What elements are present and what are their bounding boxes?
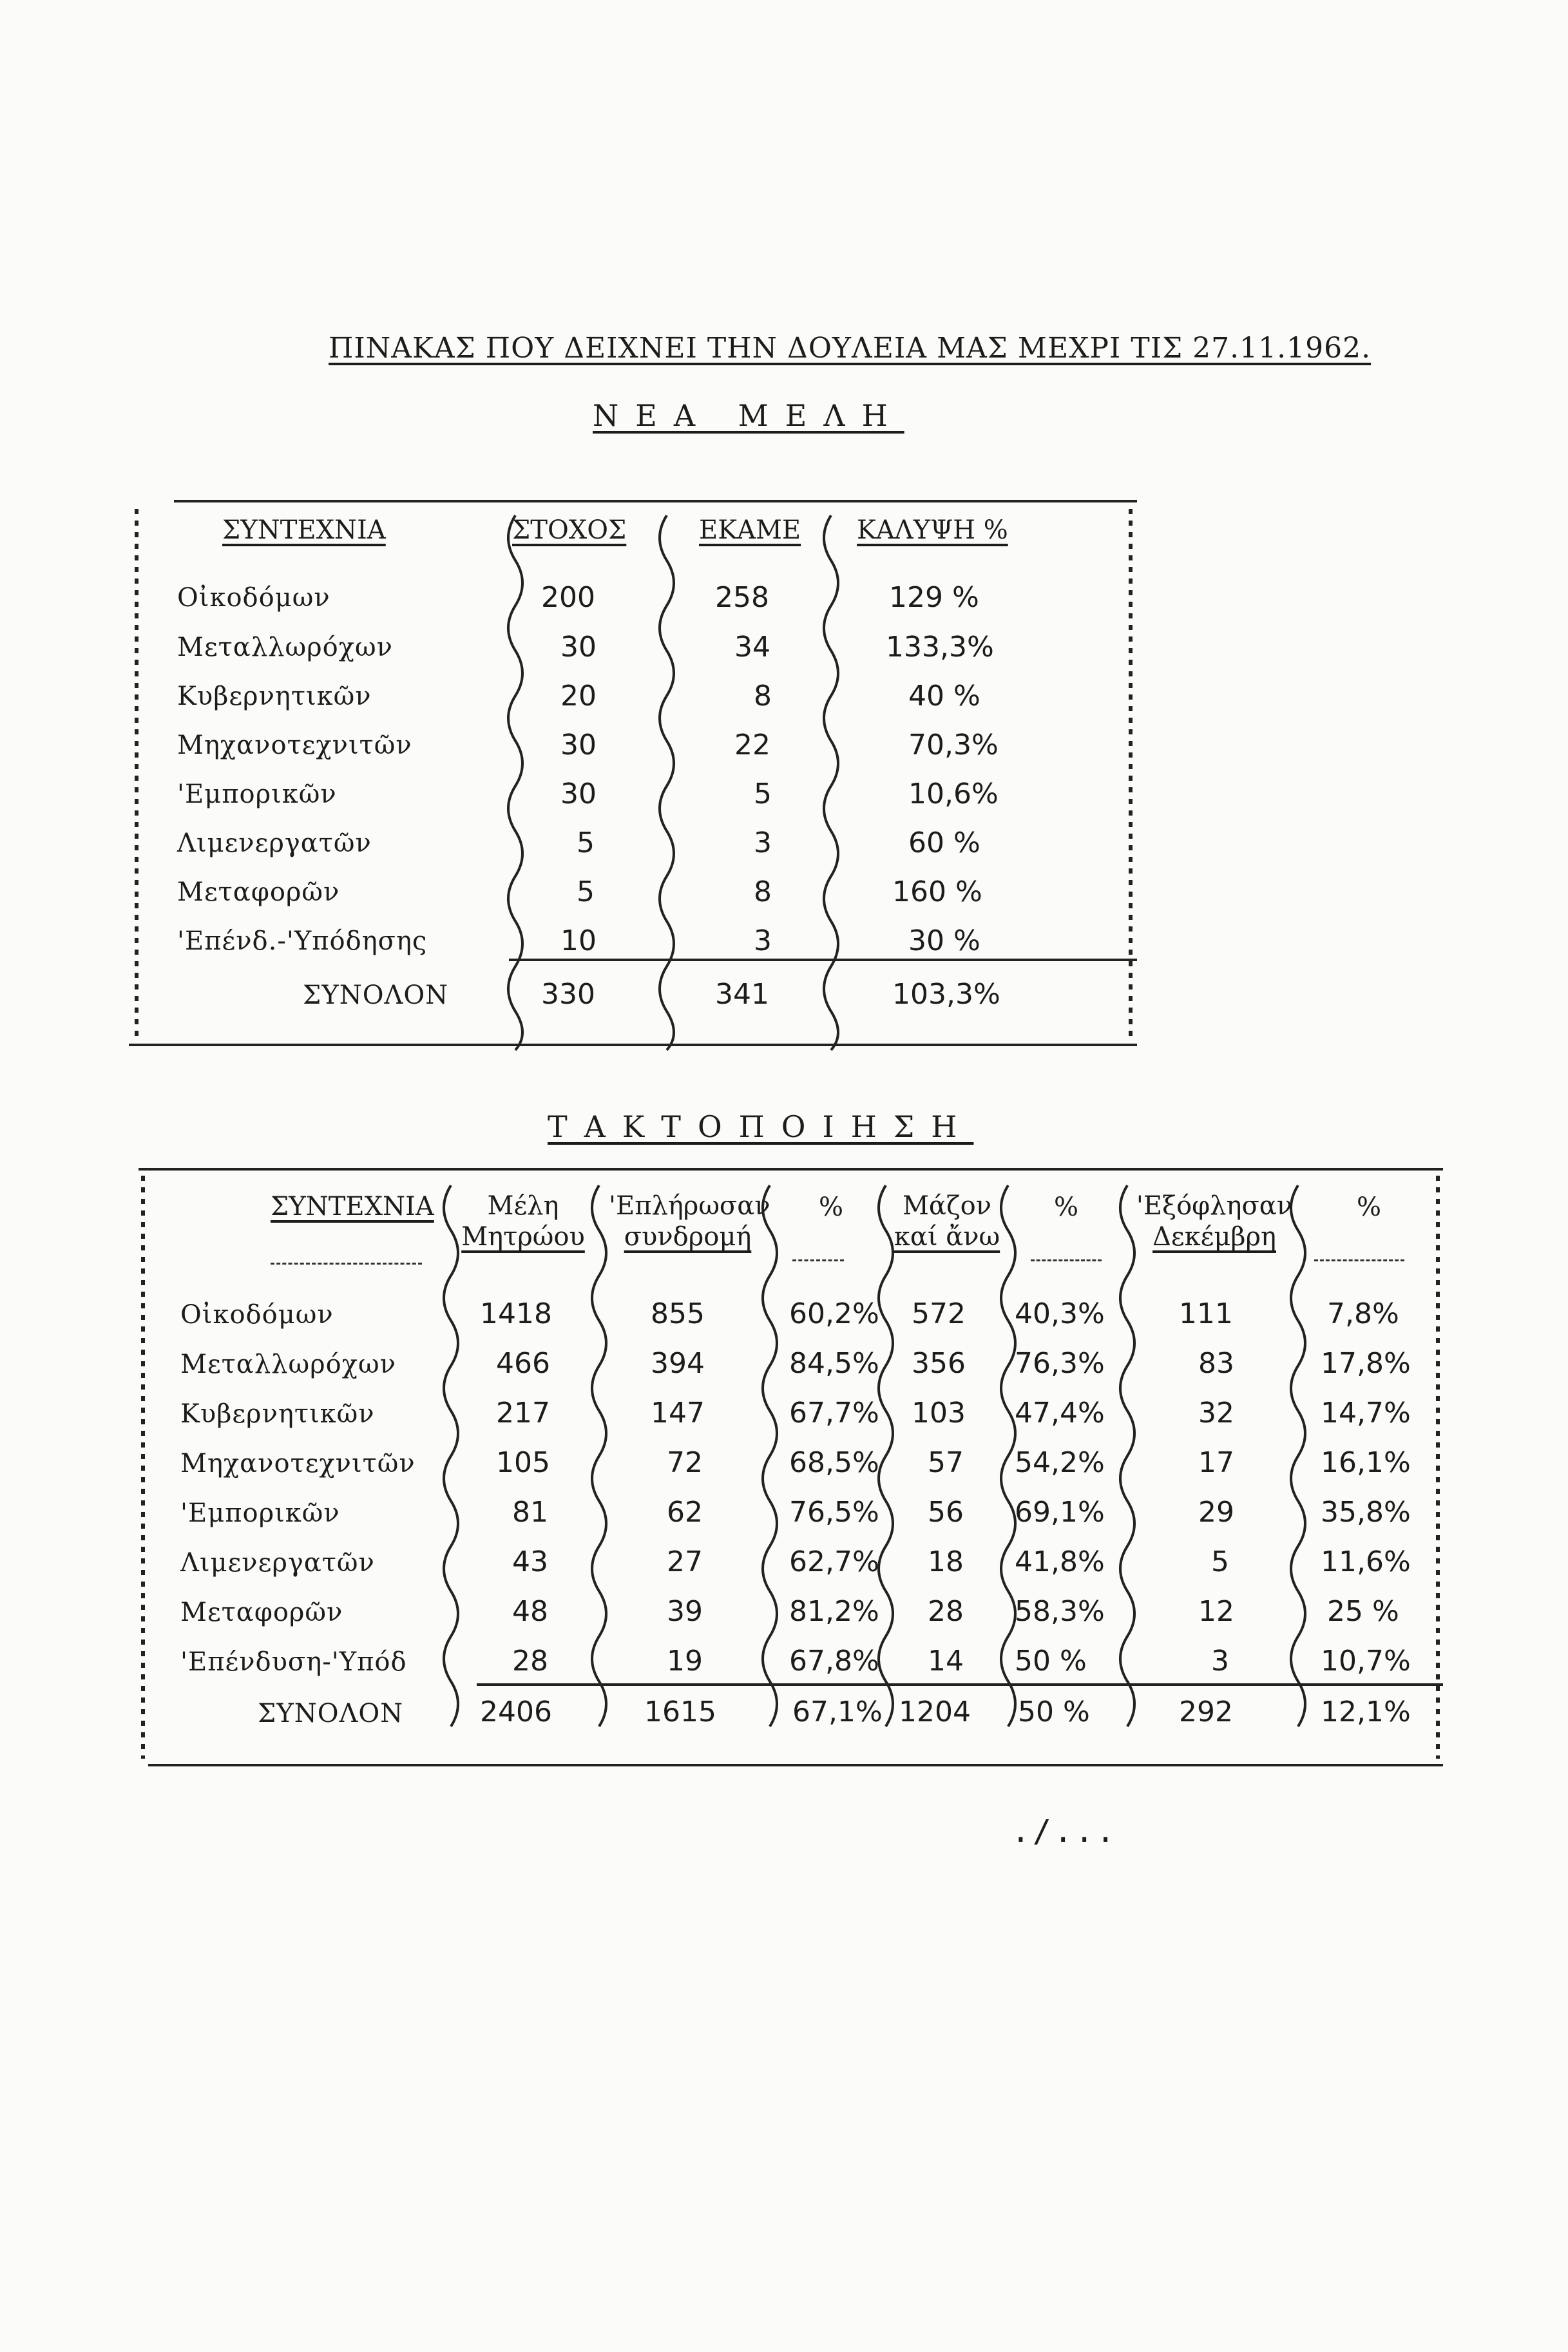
- row-name: Κυβερνητικῶν: [177, 682, 372, 711]
- row-name: 'Εμπορικῶν: [177, 779, 337, 809]
- row-name: Λιμενεργατῶν: [177, 828, 372, 858]
- row-epliroso: 39: [667, 1595, 703, 1628]
- row-pct3: 11,6%: [1321, 1545, 1411, 1578]
- row-name: Μηχανοτεχνιτῶν: [177, 731, 412, 760]
- header-pct3: %: [1356, 1192, 1381, 1222]
- row-ekame: 22: [734, 729, 770, 761]
- row-pct1: 76,5%: [789, 1496, 879, 1529]
- row-epliroso: 27: [667, 1545, 703, 1578]
- header-exofl-line1: 'Εξόφλησαν: [1136, 1191, 1293, 1221]
- header-sintexnia: ΣΥΝΤΕΧΝΙΑ: [271, 1192, 434, 1221]
- row-epliroso: 147: [651, 1397, 705, 1429]
- row-pct3: 7,8%: [1327, 1297, 1399, 1330]
- row-pct2: 58,3%: [1015, 1595, 1105, 1628]
- row-stoxos: 10: [560, 924, 597, 957]
- row-meli: 48: [512, 1595, 548, 1628]
- row-stoxos: 200: [541, 581, 595, 614]
- row-pct3: 14,7%: [1321, 1397, 1411, 1429]
- header-epliroso: [609, 1190, 770, 1252]
- row-name: 'Επένδ.-'Υπόδησης: [177, 926, 428, 956]
- header-mazon: [889, 1190, 1005, 1252]
- row-pct3: 10,7%: [1321, 1645, 1411, 1678]
- page-title: ΠΙΝΑΚΑΣ ΠΟΥ ΔΕΙΧΝΕΙ ΤΗΝ ΔΟΥΛΕΙΑ ΜΑΣ ΜΕΧΡΙ ΤΙΣ 27.11.1962.: [329, 332, 1372, 365]
- row-exofl: 17: [1198, 1446, 1234, 1479]
- row-kalypsi: 133,3%: [886, 631, 994, 664]
- row-meli: 43: [512, 1545, 548, 1578]
- row-ekame: 3: [754, 924, 772, 957]
- total-mazon: 1204: [899, 1696, 971, 1728]
- header-pct2: %: [1053, 1192, 1078, 1222]
- row-exofl: 12: [1198, 1595, 1234, 1628]
- row-exofl: 3: [1211, 1645, 1229, 1678]
- row-meli: 81: [512, 1496, 548, 1529]
- header-meli: [459, 1190, 588, 1252]
- header-underline: [1031, 1259, 1102, 1261]
- row-pct2: 47,4%: [1015, 1397, 1105, 1429]
- row-name: 'Επένδυση-'Υπόδ: [180, 1647, 407, 1677]
- row-pct2: 69,1%: [1015, 1496, 1105, 1529]
- row-name: Μεταλλωρόχων: [177, 633, 393, 662]
- row-kalypsi: 60 %: [908, 827, 980, 859]
- continuation-mark: ./...: [1011, 1813, 1118, 1850]
- row-epliroso: 19: [667, 1645, 703, 1678]
- row-exofl: 29: [1198, 1496, 1234, 1529]
- header-sintexnia: ΣΥΝΤΕΧΝΙΑ: [222, 515, 386, 545]
- row-epliroso: 394: [651, 1347, 705, 1380]
- row-epliroso: 72: [667, 1446, 703, 1479]
- header-exofl-line2: Δεκέμβρη: [1152, 1222, 1276, 1252]
- total-name: ΣΥΝΟΛΟΝ: [258, 1699, 404, 1728]
- row-name: Κυβερνητικῶν: [180, 1399, 375, 1429]
- row-stoxos: 30: [560, 778, 597, 810]
- row-name: Μεταφορῶν: [180, 1598, 343, 1627]
- row-kalypsi: 40 %: [908, 680, 980, 712]
- total-name: ΣΥΝΟΛΟΝ: [303, 980, 449, 1010]
- header-mazon-line2: καί ἄνω: [894, 1222, 1000, 1252]
- row-mazon: 18: [928, 1545, 964, 1578]
- row-stoxos: 20: [560, 680, 597, 712]
- row-ekame: 34: [734, 631, 770, 664]
- row-meli: 28: [512, 1645, 548, 1678]
- row-pct2: 76,3%: [1015, 1347, 1105, 1380]
- row-exofl: 5: [1211, 1545, 1229, 1578]
- row-pct2: 40,3%: [1015, 1297, 1105, 1330]
- row-name: Οἰκοδόμων: [180, 1300, 334, 1330]
- total-ekame: 341: [715, 978, 769, 1011]
- row-mazon: 572: [912, 1297, 966, 1330]
- total-pct3: 12,1%: [1321, 1696, 1411, 1728]
- header-pct1: %: [818, 1192, 843, 1222]
- header-underline: [271, 1263, 422, 1265]
- row-pct1: 67,7%: [789, 1397, 879, 1429]
- header-ekame: ΕΚΑΜΕ: [699, 515, 801, 545]
- row-mazon: 57: [928, 1446, 964, 1479]
- row-name: Μηχανοτεχνιτῶν: [180, 1449, 416, 1478]
- row-ekame: 3: [754, 827, 772, 859]
- row-pct3: 16,1%: [1321, 1446, 1411, 1479]
- total-meli: 2406: [480, 1696, 552, 1728]
- row-kalypsi: 30 %: [908, 924, 980, 957]
- row-kalypsi: 160 %: [892, 875, 982, 908]
- row-stoxos: 5: [577, 875, 595, 908]
- row-mazon: 56: [928, 1496, 964, 1529]
- row-meli: 105: [496, 1446, 550, 1479]
- row-exofl: 32: [1198, 1397, 1234, 1429]
- row-exofl: 83: [1198, 1347, 1234, 1380]
- row-pct2: 50 %: [1015, 1645, 1087, 1678]
- section-heading-taktopoiisi: ΤΑΚΤΟΠΟΙΗΣΗ: [548, 1109, 974, 1144]
- header-epliroso-line1: 'Επλήρωσαν: [609, 1191, 770, 1221]
- row-mazon: 28: [928, 1595, 964, 1628]
- header-underline: [792, 1259, 844, 1261]
- row-kalypsi: 10,6%: [908, 778, 999, 810]
- row-ekame: 258: [715, 581, 769, 614]
- section-heading-nea-meli: ΝΕΑ ΜΕΛΗ: [593, 398, 904, 433]
- row-kalypsi: 129 %: [889, 581, 979, 614]
- row-pct1: 67,8%: [789, 1645, 879, 1678]
- row-name: 'Εμπορικῶν: [180, 1498, 340, 1528]
- header-meli-line2: Μητρώου: [461, 1222, 585, 1252]
- header-kalypsi: ΚΑΛΥΨΗ %: [857, 515, 1008, 545]
- row-pct1: 81,2%: [789, 1595, 879, 1628]
- total-kalypsi: 103,3%: [892, 978, 1000, 1011]
- total-exofl: 292: [1179, 1696, 1233, 1728]
- row-stoxos: 30: [560, 631, 597, 664]
- row-pct2: 54,2%: [1015, 1446, 1105, 1479]
- row-kalypsi: 70,3%: [908, 729, 999, 761]
- header-exofl: [1134, 1190, 1295, 1252]
- row-meli: 466: [496, 1347, 550, 1380]
- row-ekame: 5: [754, 778, 772, 810]
- row-pct1: 68,5%: [789, 1446, 879, 1479]
- row-pct2: 41,8%: [1015, 1545, 1105, 1578]
- row-mazon: 356: [912, 1347, 966, 1380]
- row-mazon: 103: [912, 1397, 966, 1429]
- row-ekame: 8: [754, 680, 772, 712]
- row-pct3: 25 %: [1327, 1595, 1399, 1628]
- row-name: Οἰκοδόμων: [177, 583, 330, 613]
- row-epliroso: 62: [667, 1496, 703, 1529]
- row-exofl: 111: [1179, 1297, 1233, 1330]
- row-name: Μεταφορῶν: [177, 877, 340, 907]
- header-epliroso-line2: συνδρομή: [624, 1222, 752, 1252]
- header-underline: [1314, 1259, 1404, 1261]
- row-name: Λιμενεργατῶν: [180, 1548, 375, 1578]
- header-mazon-line1: Μάζον: [902, 1191, 992, 1221]
- total-stoxos: 330: [541, 978, 595, 1011]
- row-stoxos: 30: [560, 729, 597, 761]
- row-epliroso: 855: [651, 1297, 705, 1330]
- header-meli-line1: Μέλη: [487, 1191, 559, 1221]
- total-pct1: 67,1%: [792, 1696, 883, 1728]
- row-meli: 1418: [480, 1297, 552, 1330]
- row-pct3: 17,8%: [1321, 1347, 1411, 1380]
- header-stoxos: ΣΤΟΧΟΣ: [512, 515, 627, 545]
- row-name: Μεταλλωρόχων: [180, 1350, 396, 1379]
- row-mazon: 14: [928, 1645, 964, 1678]
- row-ekame: 8: [754, 875, 772, 908]
- row-stoxos: 5: [577, 827, 595, 859]
- row-pct1: 84,5%: [789, 1347, 879, 1380]
- total-pct2: 50 %: [1018, 1696, 1090, 1728]
- row-pct3: 35,8%: [1321, 1496, 1411, 1529]
- row-pct1: 60,2%: [789, 1297, 879, 1330]
- row-pct1: 62,7%: [789, 1545, 879, 1578]
- row-meli: 217: [496, 1397, 550, 1429]
- total-epliroso: 1615: [644, 1696, 716, 1728]
